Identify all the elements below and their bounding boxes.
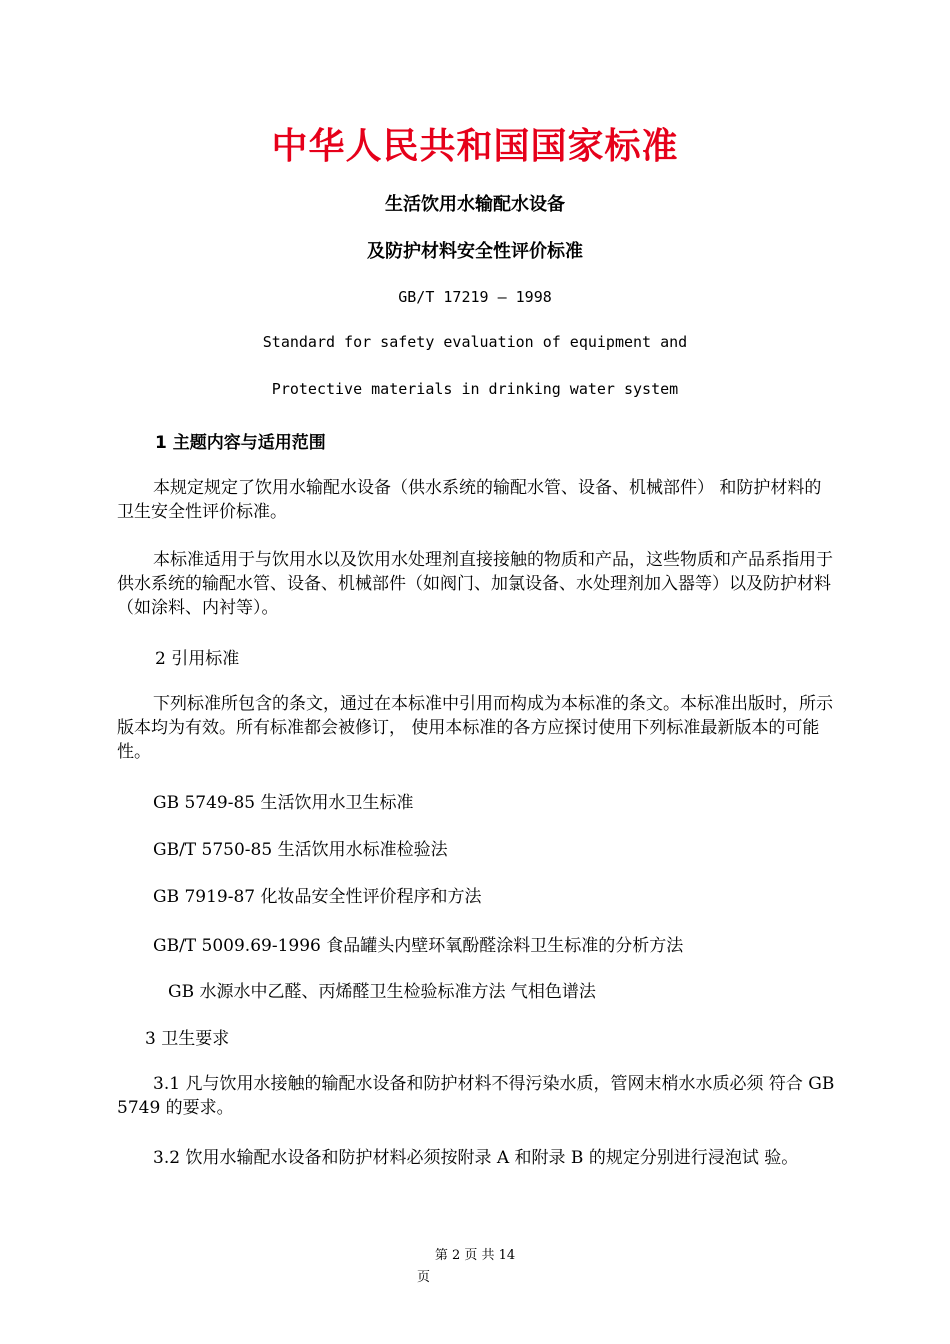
page-number-line-1: 第 2 页 共 14 bbox=[434, 1248, 516, 1263]
page-number-line-2: 页 bbox=[417, 1270, 431, 1285]
reference-item: GB/T 5009.69-1996 食品罐头内壁环氧酚醛涂料卫生标准的分析方法 bbox=[153, 936, 684, 956]
reference-item: GB 水源水中乙醛、丙烯醛卫生检验标准方法 气相色谱法 bbox=[168, 982, 596, 1002]
section-2-heading: 2 引用标准 bbox=[155, 649, 240, 669]
section-2-paragraph-1: 下列标准所包含的条文，通过在本标准中引用而构成为本标准的条文。本标准出版时，所示版本均为有效。所有标准都会被修订， 使用本标准的各方应探讨使用下列标准最新版本的可能性。 bbox=[117, 694, 833, 762]
subtitle-line-2: 及防护材料安全性评价标准 bbox=[367, 241, 583, 262]
section-1-heading: 1 主题内容与适用范围 bbox=[155, 433, 326, 453]
reference-item: GB 5749-85 生活饮用水卫生标准 bbox=[153, 793, 414, 813]
section-3-heading: 3 卫生要求 bbox=[145, 1029, 230, 1049]
document-title: 中华人民共和国国家标准 bbox=[271, 126, 679, 167]
english-title-line-2: Protective materials in drinking water system bbox=[271, 380, 679, 398]
english-title-line-1: Standard for safety evaluation of equipment and bbox=[262, 333, 688, 351]
section-3-item-1: 3.1 凡与饮用水接触的输配水设备和防护材料不得污染水质，管网末梢水水质必须 符合 GB 5749 的要求。 bbox=[117, 1074, 835, 1118]
section-1-paragraph-2: 本标准适用于与饮用水以及饮用水处理剂直接接触的物质和产品，这些物质和产品系指用于供水系统的输配水管、设备、机械部件（如阀门、加氯设备、水处理剂加入器等）以及防护材料（如涂料、内衬等）。 bbox=[117, 550, 833, 618]
standard-code: GB/T 17219 — 1998 bbox=[398, 288, 552, 306]
reference-item: GB 7919-87 化妆品安全性评价程序和方法 bbox=[153, 887, 482, 907]
section-3-item-2: 3.2 饮用水输配水设备和防护材料必须按附录 A 和附录 B 的规定分别进行浸泡试 验。 bbox=[153, 1148, 799, 1168]
section-1-paragraph-1: 本规定规定了饮用水输配水设备（供水系统的输配水管、设备、机械部件） 和防护材料的卫生安全性评价标准。 bbox=[117, 478, 822, 522]
subtitle-line-1: 生活饮用水输配水设备 bbox=[385, 194, 565, 215]
reference-item: GB/T 5750-85 生活饮用水标准检验法 bbox=[153, 840, 448, 860]
